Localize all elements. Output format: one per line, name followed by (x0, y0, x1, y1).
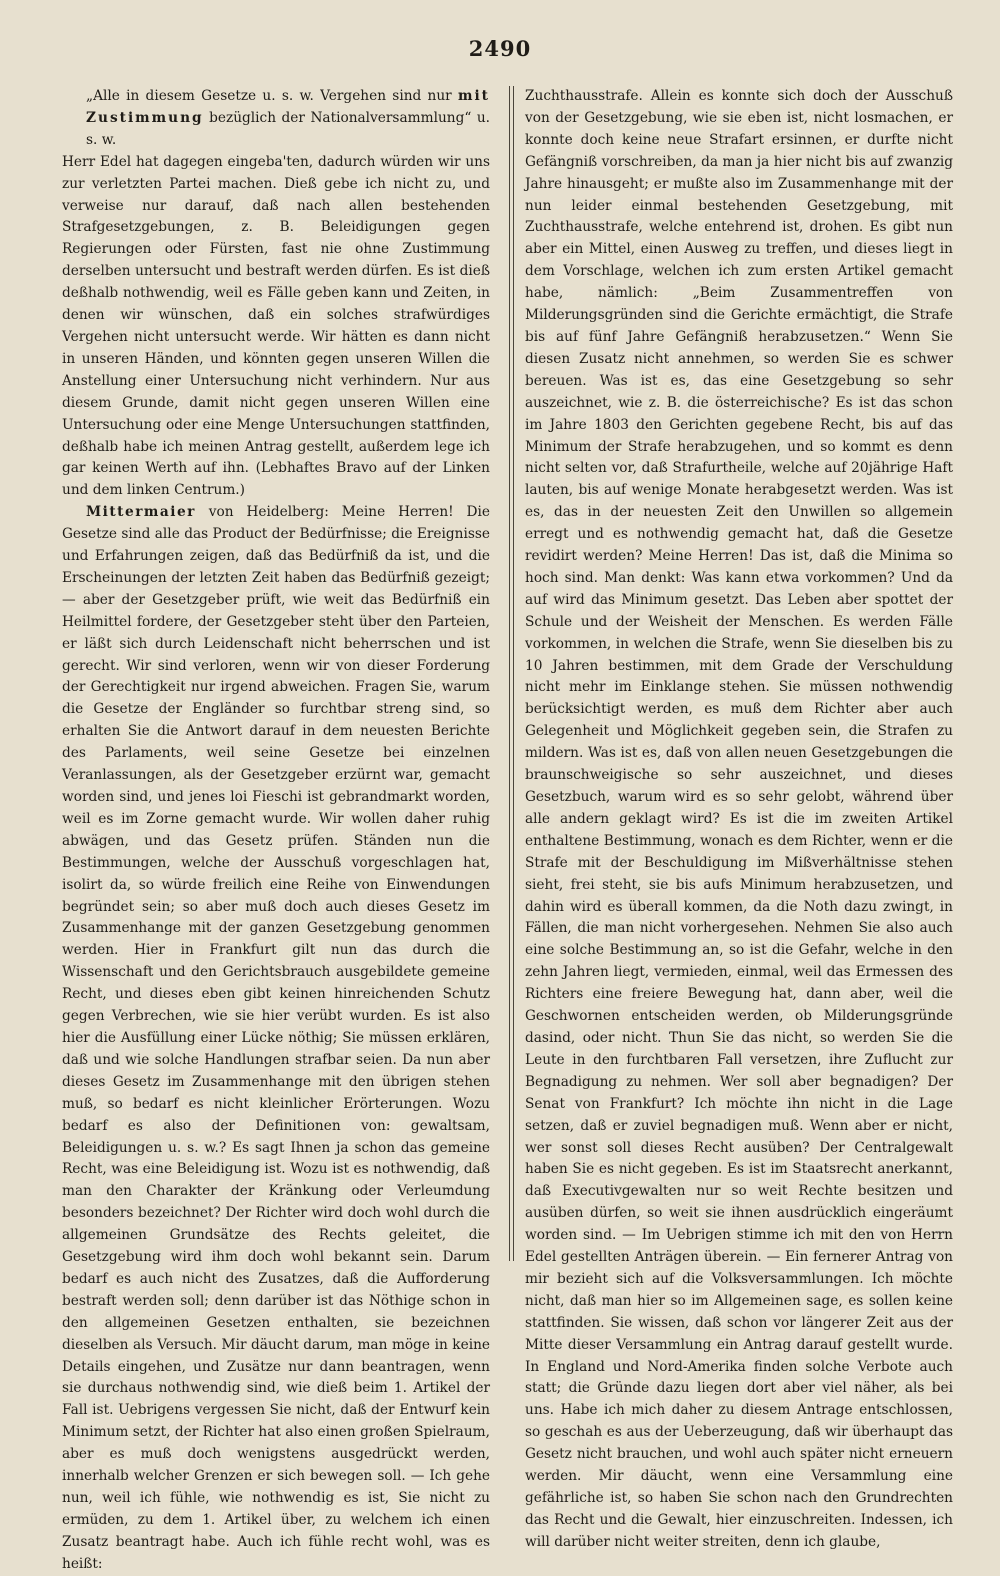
quote-rest: bezüglich der Nationalversammlung“ u. s. w. (86, 109, 491, 148)
quote-emphasis: mit Zustimmung (86, 88, 490, 126)
speaker-name: Mittermaier (86, 504, 196, 521)
quote-text: „Alle in diesem Gesetze u. s. w. Vergehen sind nur (86, 88, 452, 104)
quote-paragraph (62, 86, 490, 152)
paragraph-mittermaier (62, 502, 490, 1575)
speech-text: von Heidelberg: Meine Herren! Die Gesetze sind alle das Product der Bedürfnisse; die Ereignisse und Erfahrungen zeigen, daß das Bedürfniß da ist, und die Erscheinungen der letzten Zeit haben das Bedürfniß gezeigt; — aber der Gesetzgeber prüft, wie weit das Bedürfniß ein Heilmittel fordere, der Gesetzgeber steht über den Parteien, er läßt sich durch Leidenschaft nicht beherrschen und ist gerecht. Wir sind verloren, wenn wir von dieser Forderung der Gerechtigkeit nur irgend abweichen. Fragen Sie, warum die Gesetze der Engländer so furchtbar streng sind, so erhalten Sie die Antwort darauf in dem neuesten Berichte des Parlaments, weil seine Gesetze bei einzelnen Veranlassungen, als der Gesetzgeber erzürnt war, gemacht worden sind, und jenes loi Fieschi ist gebrandmarkt worden, weil es im Zorne gemacht wurde. Wir wollen daher ruhig abwägen, und das Gesetz prüfen. Ständen nun die Bestimmungen, welche der Ausschuß vorgeschlagen hat, isolirt da, so würde freilich eine Reihe von Einwendungen begründet sein; so aber muß doch auch dieses Gesetz im Zusammenhange mit der ganzen Gesetzgebung genommen werden. Hier in Frankfurt gilt nun das durch die Wissenschaft und den Gerichtsbrauch ausgebildete gemeine Recht, und dieses eben gibt keinen hinreichenden Schutz gegen Verbrechen, wie sie hier verübt wurden. Es ist also hier die Ausfüllung einer Lücke nöthig; Sie müssen erklären, daß und wie solche Handlungen strafbar seien. Da nun aber dieses Gesetz im Zusammenhange mit den übrigen stehen muß, so bedarf es nicht kleinlicher Erörterungen. Wozu bedarf es also der Definitionen von: gewaltsam, Beleidigungen u. s. w.? Es sagt Ihnen ja schon das gemeine Recht, was eine Beleidigung ist. Wozu ist es nothwendig, daß man den Charakter der Kränkung oder Verleumdung besonders bezeichnet? Der Richter wird doch wohl durch die allgemeinen Grundsätze des Rechts geleitet, die Gesetzgebung wird ihm doch wohl bekannt sein. Darum bedarf es auch nicht des Zusatzes, daß die Aufforderung bestraft werden soll; denn darüber ist das Nöthige schon in den allgemeinen Gesetzen enthalten, sie bezeichnen dieselben als Versuch. Mir däucht darum, man möge in keine Details eingehen, und Zusätze nur dann beantragen, wenn sie durchaus nothwendig sind, wie dieß beim 1. Artikel der Fall ist. Uebrigens vergessen Sie nicht, daß der Entwurf kein Minimum setzt, der Richter hat also einen großen Spielraum, aber es muß doch wenigstens ausgedrückt werden, innerhalb welcher Grenzen er sich bewegen soll. — Ich gehe nun, weil ich fühle, wie nothwendig es ist, Sie nicht zu ermüden, zu dem 1. Artikel über, zu welchem ich einen Zusatz beantragt habe. Auch ich fühle recht wohl, was es heißt: (62, 504, 490, 1572)
column-divider-inner (513, 86, 514, 1261)
paragraph-continuation: Zuchthausstrafe. Allein es konnte sich doch der Ausschuß von der Gesetzgebung, wie sie eben ist, nicht losmachen, er konnte doch keine neue Strafart ersinnen, er durfte nicht Gefängniß vorschreiben, da man ja hier nicht bis auf zwanzig Jahre hinausgeht; er mußte also im Zusammenhange mit der nun leider einmal bestehenden Gesetzgebung, mit Zuchthausstrafe, welche entehrend ist, drohen. Es gibt nun aber ein Mittel, einen Ausweg zu treffen, und dieses liegt in dem Vorschlage, welchen ich zum ersten Artikel gemacht habe, nämlich: „Beim Zusammentreffen von Milderungsgründen sind die Gerichte ermächtigt, die Strafe bis auf fünf Jahre Gefängniß herabzusetzen.“ Wenn Sie diesen Zusatz nicht annehmen, so werden Sie es schwer bereuen. Was ist es, das eine Gesetzgebung so sehr auszeichnet, wie z. B. die österreichische? Es ist das schon im Jahre 1803 den Gerichten gegebene Recht, bis auf das Minimum der Strafe herabzugehen, und so kommt es denn nicht selten vor, daß Strafurtheile, welche auf 20jährige Haft lauten, bis auf wenige Monate herabgesetzt werden. Was ist es, das in der neuesten Zeit den Unwillen so allgemein erregt und es nothwendig gemacht hat, daß die Gesetze revidirt werden? Meine Herren! Das ist, daß die Minima so hoch sind. Man denkt: Was kann etwa vorkommen? Und da auf wird das Minimum gesetzt. Das Leben aber spottet der Schule und der Weisheit der Menschen. Es werden Fälle vorkommen, in welchen die Strafe, wenn Sie dieselben bis zu 10 Jahren bestimmen, mit dem Grade der Verschuldung nicht mehr im Einklange stehen. Sie müssen nothwendig berücksichtigt werden, es muß dem Richter aber auch Gelegenheit und Möglichkeit gegeben sein, die Strafen zu mildern. Was ist es, daß von allen neuen Gesetzgebungen die braunschweigische so sehr auszeichnet, und dieses Gesetzbuch, warum wird es so sehr gelobt, während über alle andern geklagt wird? Es ist die im zweiten Artikel enthaltene Bestimmung, wonach es dem Richter, wenn er die Strafe mit der Beschuldigung im Mißverhältnisse stehen sieht, frei steht, sie bis aufs Minimum herabzusetzen, und dahin wird es überall kommen, da die Noth dazu zwingt, in Fällen, die man nicht vorhergesehen. Nehmen Sie also auch eine solche Bestimmung an, so ist die Gefahr, welche in den zehn Jahren liegt, vermieden, einmal, weil das Ermessen des Richters eine freiere Bewegung hat, dann aber, weil die Geschwornen entscheiden werden, ob Milderungsgründe dasind, oder nicht. Thun Sie das nicht, so werden Sie die Leute in den furchtbaren Fall versetzen, ihre Zuflucht zur Begnadigung zu nehmen. Wer soll aber begnadigen? Der Senat von Frankfurt? Ich möchte ihn nicht in die Lage setzen, daß er zuviel begnadigen muß. Wenn aber er nicht, wer sonst soll dieses Recht ausüben? Der Centralgewalt haben Sie es nicht gegeben. Es ist im Staatsrecht anerkannt, daß Executivgewalten nur so weit Rechte besitzen und ausüben dürfen, so weit sie ihnen ausdrücklich eingeräumt worden sind. — Im Uebrigen stimme ich mit den von Herrn Edel gestellten Anträgen überein. — Ein fernerer Antrag von mir bezieht sich auf die Volksversammlungen. Ich möchte nicht, daß man hier so im Allgemeinen sage, es sollen keine stattfinden. Sie wissen, daß schon vor längerer Zeit aus der Mitte dieser Versammlung ein Antrag darauf gestellt wurde. In England und Nord-Amerika finden solche Verbote auch statt; die Gründe dazu liegen dort aber viel näher, als bei uns. Habe ich mich daher zu diesem Antrage entschlossen, so geschah es aus der Ueberzeugung, daß wir überhaupt das Gesetz nicht brauchen, und wohl auch später nicht erneuern werden. Mir däucht, wenn eine Versammlung eine gefährliche ist, so haben Sie schon nach den Grundrechten das Recht und die Gewalt, hier einzuschreiten. Indessen, ich will darüber nicht weiter streiten, denn ich glaube, (525, 88, 953, 1550)
page-number: 2490 (468, 36, 532, 61)
column-divider (509, 86, 510, 1261)
right-column (525, 86, 953, 1554)
left-column (62, 86, 490, 1576)
paragraph-edel-reply: Herr Edel hat dagegen eingeba'ten, dadurch würden wir uns zur verletzten Partei machen. Dieß gebe ich nicht zu, und verweise nur darauf, daß nach allen bestehenden Strafgesetzgebungen, z. B. Beleidigungen gegen Regierungen oder Fürsten, fast nie ohne Zustimmung derselben untersucht und bestraft werden dürfen. Es ist dieß deßhalb nothwendig, weil es Fälle geben kann und Zeiten, in denen wir wünschen, daß ein solches strafwürdiges Vergehen nicht untersucht werde. Wir hätten es dann nicht in unseren Händen, und könnten gegen unseren Willen die Anstellung einer Untersuchung nicht verhindern. Nur aus diesem Grunde, damit nicht gegen unseren Willen eine Untersuchung oder eine Menge Untersuchungen stattfinden, deßhalb habe ich meinen Antrag gestellt, außerdem lege ich gar keinen Werth auf ihn. (Lebhaftes Bravo auf der Linken und dem linken Centrum.) (62, 153, 490, 499)
